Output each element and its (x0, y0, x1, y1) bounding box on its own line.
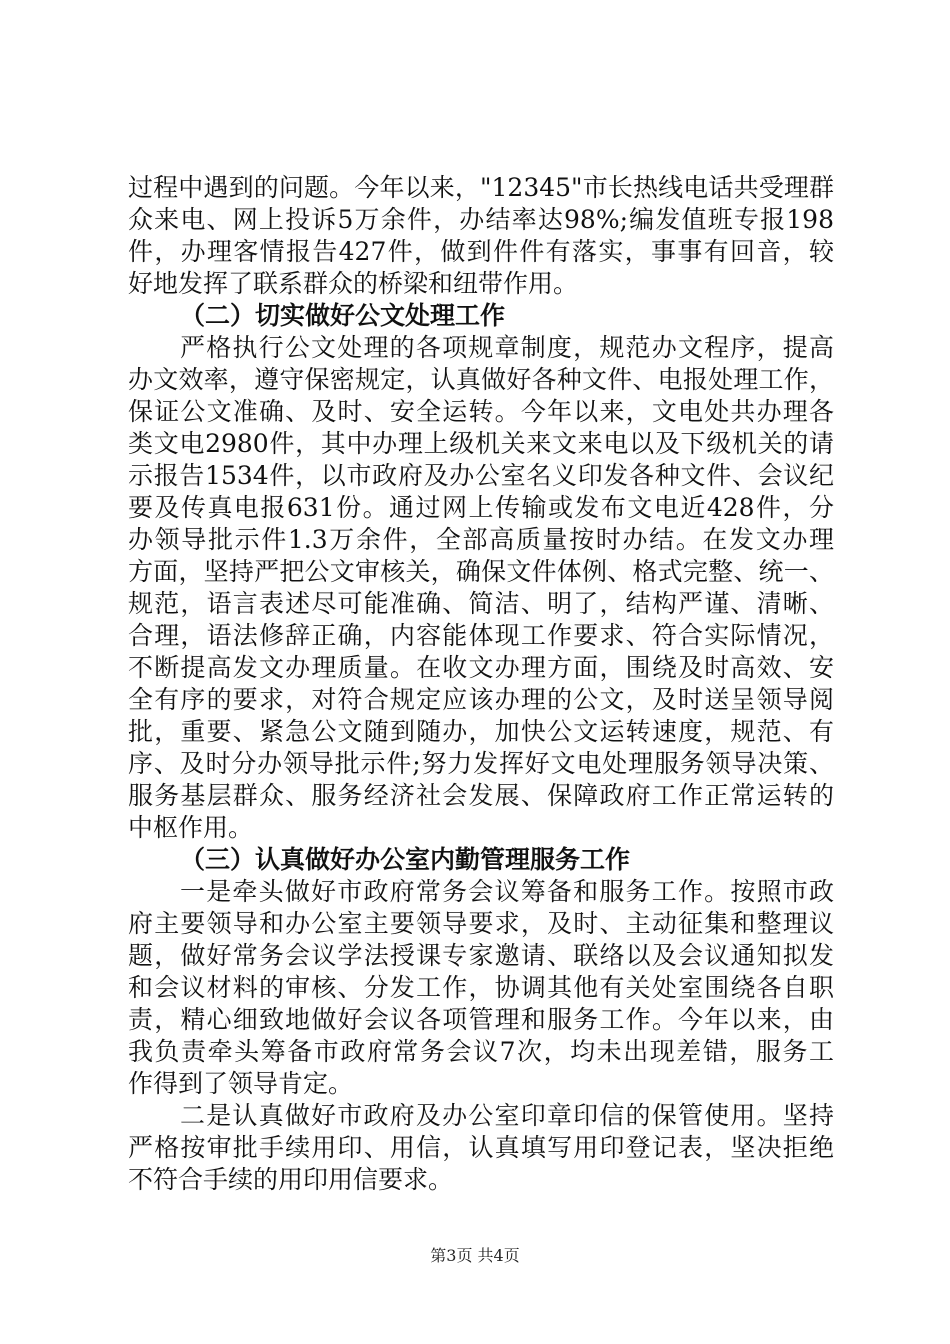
text-line: 全有序的要求，对符合规定应该办理的公文，及时送呈领导阅 (128, 685, 834, 714)
text-line: 保证公文准确、及时、安全运转。今年以来，文电处共办理各 (128, 397, 834, 426)
page-number-label: 第3页 共4页 (430, 1246, 520, 1265)
text-line: 和会议材料的审核、分发工作，协调其他有关处室围绕各自职 (128, 973, 834, 1002)
document-body (128, 172, 834, 1196)
text-line: 中枢作用。 (128, 813, 254, 842)
text-line: 一是牵头做好市政府常务会议筹备和服务工作。按照市政 (180, 877, 834, 906)
text-line: 过程中遇到的问题。今年以来，"12345"市长热线电话共受理群 (128, 173, 834, 202)
text-line: 严格按审批手续用印、用信，认真填写用印登记表，坚决拒绝 (128, 1133, 834, 1162)
page-footer (0, 1243, 950, 1266)
text-line: 合理，语法修辞正确，内容能体现工作要求、符合实际情况， (128, 621, 834, 650)
text-line: 我负责牵头筹备市政府常务会议7次，均未出现差错，服务工 (128, 1037, 834, 1066)
text-line: 府主要领导和办公室主要领导要求，及时、主动征集和整理议 (128, 909, 834, 938)
text-line: 不符合手续的用印用信要求。 (128, 1165, 454, 1194)
text-line: 严格执行公文处理的各项规章制度，规范办文程序，提高 (180, 333, 834, 362)
text-line: 类文电2980件，其中办理上级机关来文来电以及下级机关的请 (128, 429, 834, 458)
text-line: 好地发挥了联系群众的桥梁和纽带作用。 (128, 269, 579, 298)
text-line: 众来电、网上投诉5万余件，办结率达98%;编发值班专报198 (128, 205, 834, 234)
text-line: 二是认真做好市政府及办公室印章印信的保管使用。坚持 (180, 1101, 834, 1130)
text-line: 服务基层群众、服务经济社会发展、保障政府工作正常运转的 (128, 781, 834, 810)
text-line: 不断提高发文办理质量。在收文办理方面，围绕及时高效、安 (128, 653, 834, 682)
section-heading: （三）认真做好办公室内勤管理服务工作 (180, 845, 631, 874)
section-heading: （二）切实做好公文处理工作 (180, 301, 506, 330)
text-line: 题，做好常务会议学法授课专家邀请、联络以及会议通知拟发 (128, 941, 834, 970)
paragraph (128, 1100, 834, 1196)
text-line: 办领导批示件1.3万余件，全部高质量按时办结。在发文办理 (128, 525, 834, 554)
paragraph (128, 876, 834, 1100)
text-line: 批，重要、紧急公文随到随办，加快公文运转速度，规范、有 (128, 717, 834, 746)
text-line: 件，办理客情报告427件，做到件件有落实，事事有回音，较 (128, 237, 834, 266)
paragraph (128, 172, 834, 300)
text-line: 要及传真电报631份。通过网上传输或发布文电近428件，分 (128, 493, 834, 522)
text-line: 序、及时分办领导批示件;努力发挥好文电处理服务领导决策、 (128, 749, 834, 778)
text-line: 方面，坚持严把公文审核关，确保文件体例、格式完整、统一、 (128, 557, 834, 586)
text-line: 示报告1534件，以市政府及办公室名义印发各种文件、会议纪 (128, 461, 834, 490)
text-line: 规范，语言表述尽可能准确、简洁、明了，结构严谨、清晰、 (128, 589, 834, 618)
text-line: 作得到了领导肯定。 (128, 1069, 354, 1098)
text-line: 责，精心细致地做好会议各项管理和服务工作。今年以来，由 (128, 1005, 834, 1034)
text-line: 办文效率，遵守保密规定，认真做好各种文件、电报处理工作， (128, 365, 834, 394)
paragraph (128, 332, 834, 844)
